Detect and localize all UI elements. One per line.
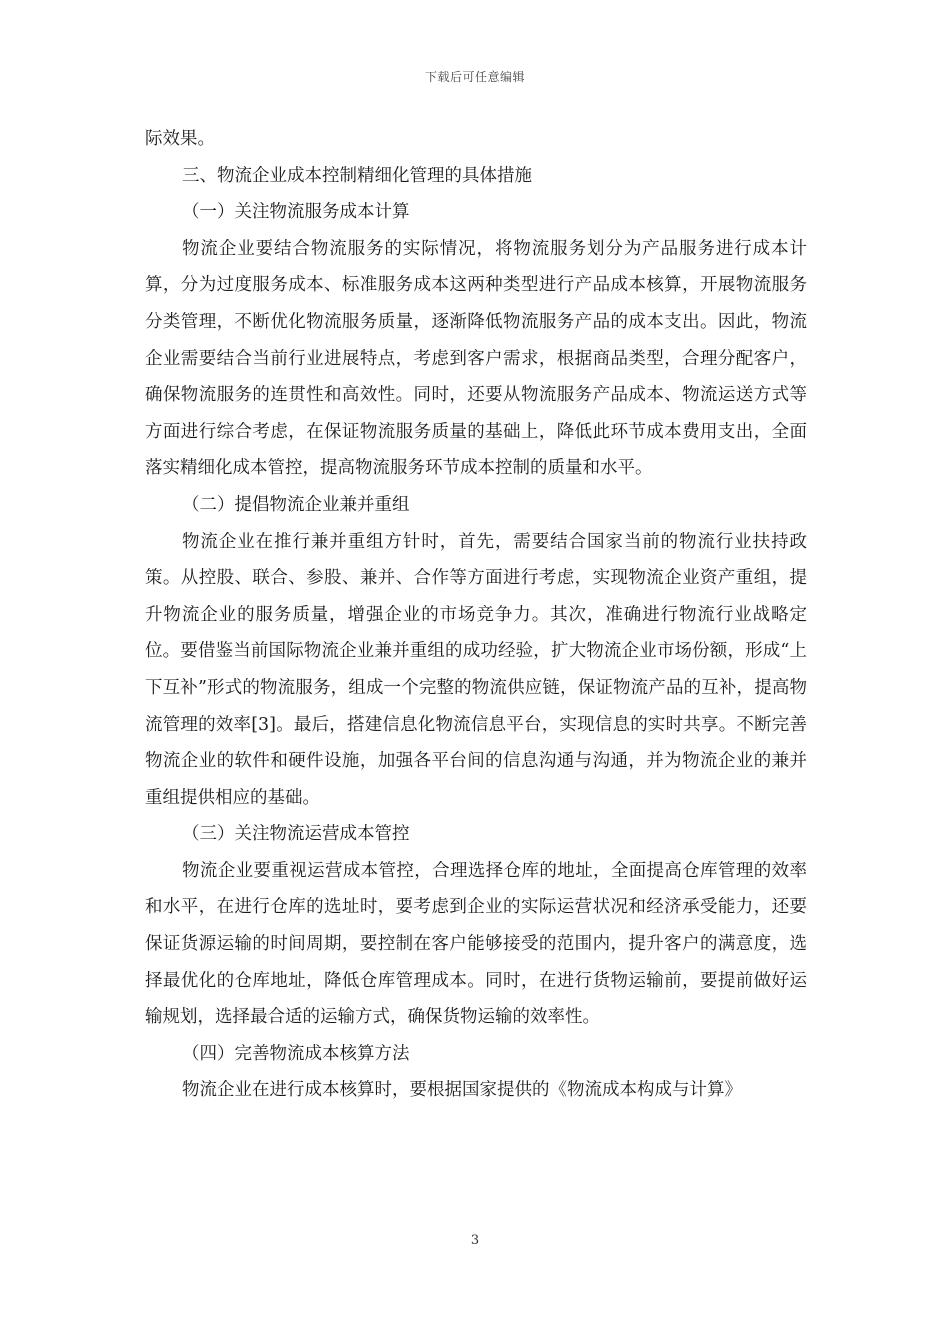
page-number: 3 [470, 1233, 480, 1248]
subsection-heading-2: （二）提倡物流企业兼并重组 [182, 494, 410, 515]
subsection-heading-3: （三）关注物流运营成本管控 [182, 824, 410, 845]
subsection-heading-4: （四）完善物流成本核算方法 [182, 1043, 410, 1064]
document-body [145, 121, 807, 1109]
page-header: 下载后可任意编辑 [424, 70, 525, 84]
subsection-heading-1: （一）关注物流服务成本计算 [182, 202, 410, 223]
section-heading: 三、物流企业成本控制精细化管理的具体措施 [182, 165, 532, 186]
paragraph-3: 物流企业要重视运营成本管控，合理选择仓库的地址，全面提高仓库管理的效率和水平，在进行仓库的选址时，要考虑到企业的实际运营状况和经济承受能力，还要保证货源运输的时间周期，要控制在客户能够接受的范围内，提升客户的满意度，选择最优化的仓库地址，降低仓库管理成本。同时，在进行货物运输前，要提前做好运输规划，选择最合适的运输方式，确保货物运输的效率性。 [145, 860, 807, 1028]
paragraph-continuation: 际效果。 [145, 129, 215, 149]
paragraph-2: 物流企业在推行兼并重组方针时，首先，需要结合国家当前的物流行业扶持政策。从控股、联合、参股、兼并、合作等方面进行考虑，实现物流企业资产重组，提升物流企业的服务质量，增强企业的市场竞争力。其次，准确进行物流行业战略定位。要借鉴当前国际物流企业兼并重组的成功经验，扩大物流企业市场份额，形成“上下互补”形式的物流服务，组成一个完整的物流供应链，保证物流产品的互补，提高物流管理的效率[3]。最后，搭建信息化物流信息平台，实现信息的实时共享。不断完善物流企业的软件和硬件设施，加强各平台间的信息沟通与沟通，并为物流企业的兼并重组提供相应的基础。 [145, 531, 807, 808]
paragraph-4: 物流企业在进行成本核算时，要根据国家提供的《物流成本构成与计算》 [182, 1080, 742, 1101]
paragraph-1: 物流企业要结合物流服务的实际情况，将物流服务划分为产品服务进行成本计算，分为过度服务成本、标准服务成本这两种类型进行产品成本核算，开展物流服务分类管理，不断优化物流服务质量，逐渐降低物流服务产品的成本支出。因此，物流企业需要结合当前行业进展特点，考虑到客户需求，根据商品类型，合理分配客户，确保物流服务的连贯性和高效性。同时，还要从物流服务产品成本、物流运送方式等方面进行综合考虑，在保证物流服务质量的基础上，降低此环节成本费用支出，全面落实精细化成本管控，提高物流服务环节成本控制的质量和水平。 [145, 238, 807, 479]
